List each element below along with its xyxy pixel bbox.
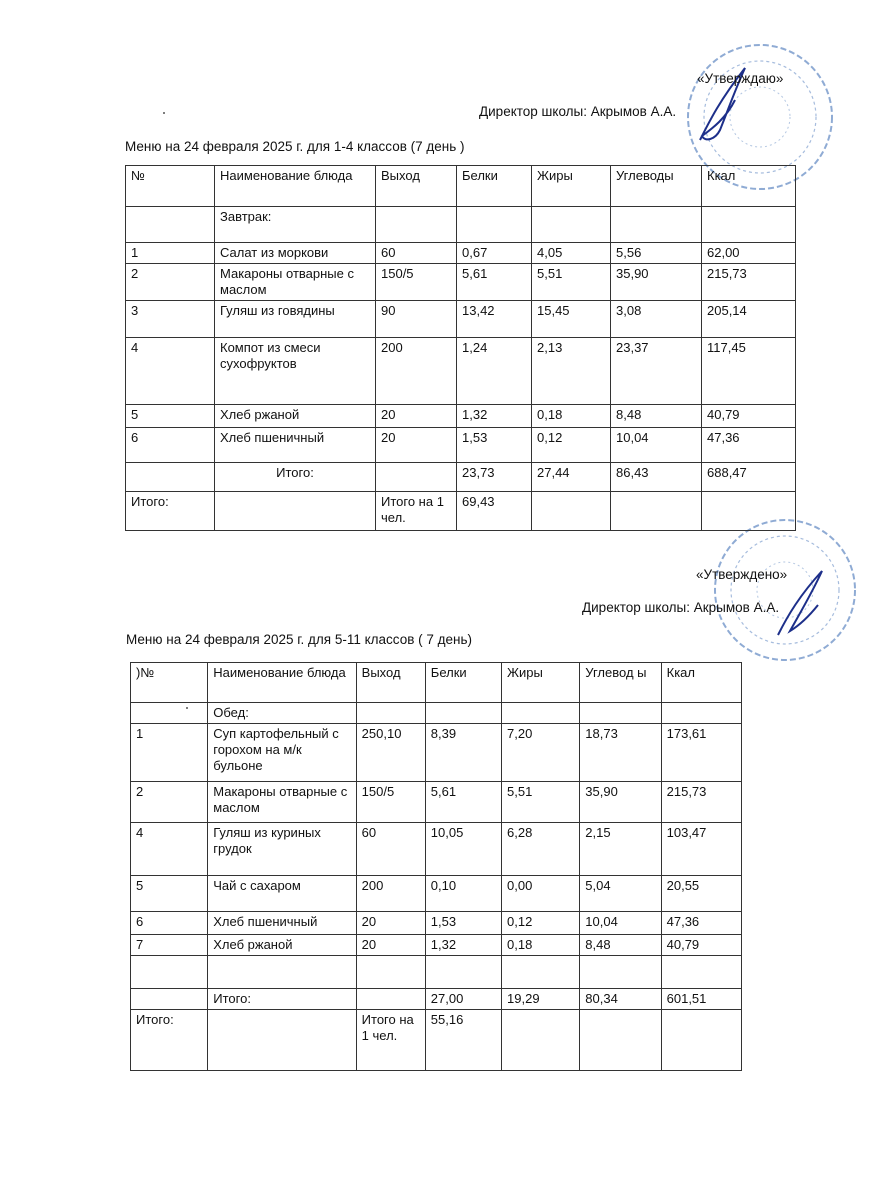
header-cell: Белки (457, 166, 532, 207)
subtotal-row: Итого: 23,73 27,44 86,43 688,47 (126, 463, 796, 492)
scan-speck (163, 112, 165, 114)
approval-heading-2: «Утверждено» (696, 567, 788, 582)
director-line-1: Директор школы: Акрымов А.А. (479, 104, 677, 119)
table-row: 2 Макароны отварные с маслом 150/5 5,61 5,51 35,90 215,73 (131, 782, 742, 823)
table-header-row (126, 166, 796, 207)
header-cell: Ккал (702, 166, 796, 207)
table-row: 1 Салат из моркови 60 0,67 4,05 5,56 62,00 (126, 243, 796, 264)
header-cell: № (126, 166, 215, 207)
menu-table-2 (130, 662, 742, 1071)
table-row: 4 Компот из смеси сухофруктов 200 1,24 2,13 23,37 117,45 (126, 338, 796, 405)
menu-title-2: Меню на 24 февраля 2025 г. для 5-11 классов ( 7 день) (126, 632, 473, 647)
header-cell: Жиры (502, 663, 580, 703)
per-person-value: 69,43 (457, 492, 532, 531)
total-label: Итого: (131, 1010, 208, 1071)
per-person-label: Итого на 1 чел. (376, 492, 457, 531)
table-row: 5 Хлеб ржаной 20 1,32 0,18 8,48 40,79 (126, 405, 796, 428)
header-cell: Наименование блюда (215, 166, 376, 207)
section-row (126, 207, 796, 243)
header-cell: Жиры (532, 166, 611, 207)
table-row: 6 Хлеб пшеничный 20 1,53 0,12 10,04 47,36 (126, 428, 796, 463)
table-row: 6 Хлеб пшеничный 20 1,53 0,12 10,04 47,36 (131, 912, 742, 935)
total-row (131, 1010, 742, 1071)
header-cell: Углеводы (611, 166, 702, 207)
total-label: Итого: (126, 492, 215, 531)
table-header-row (131, 663, 742, 703)
table-row: 2 Макароны отварные с маслом 150/5 5,61 5,51 35,90 215,73 (126, 264, 796, 301)
empty-row (131, 956, 742, 989)
table-row: 7 Хлеб ржаной 20 1,32 0,18 8,48 40,79 (131, 935, 742, 956)
director-line-2: Директор школы: Акрымов А.А. (582, 600, 780, 615)
per-person-value: 55,16 (425, 1010, 501, 1071)
section-label: Обед: (208, 703, 356, 724)
subtotal-label: Итого: (208, 989, 356, 1010)
header-cell: Ккал (661, 663, 741, 703)
subtotal-label: Итого: (215, 463, 376, 492)
section-label: Завтрак: (215, 207, 376, 243)
header-cell: )№ (131, 663, 208, 703)
approval-heading-1: «Утверждаю» (697, 71, 784, 86)
table-row: 1 Суп картофельный с горохом на м/к бульоне 250,10 8,39 7,20 18,73 173,61 (131, 724, 742, 782)
total-row (126, 492, 796, 531)
header-cell: Наименование блюда (208, 663, 356, 703)
table-row: 4 Гуляш из куриных грудок 60 10,05 6,28 2,15 103,47 (131, 823, 742, 876)
menu-table-1 (125, 165, 796, 531)
header-cell: Углевод ы (580, 663, 661, 703)
header-cell: Выход (356, 663, 425, 703)
per-person-label: Итого на 1 чел. (356, 1010, 425, 1071)
section-row (131, 703, 742, 724)
table-row: 3 Гуляш из говядины 90 13,42 15,45 3,08 205,14 (126, 301, 796, 338)
subtotal-row: Итого: 27,00 19,29 80,34 601,51 (131, 989, 742, 1010)
table-row: 5 Чай с сахаром 200 0,10 0,00 5,04 20,55 (131, 876, 742, 912)
menu-title-1: Меню на 24 февраля 2025 г. для 1-4 классов (7 день ) (125, 139, 465, 154)
header-cell: Белки (425, 663, 501, 703)
header-cell: Выход (376, 166, 457, 207)
